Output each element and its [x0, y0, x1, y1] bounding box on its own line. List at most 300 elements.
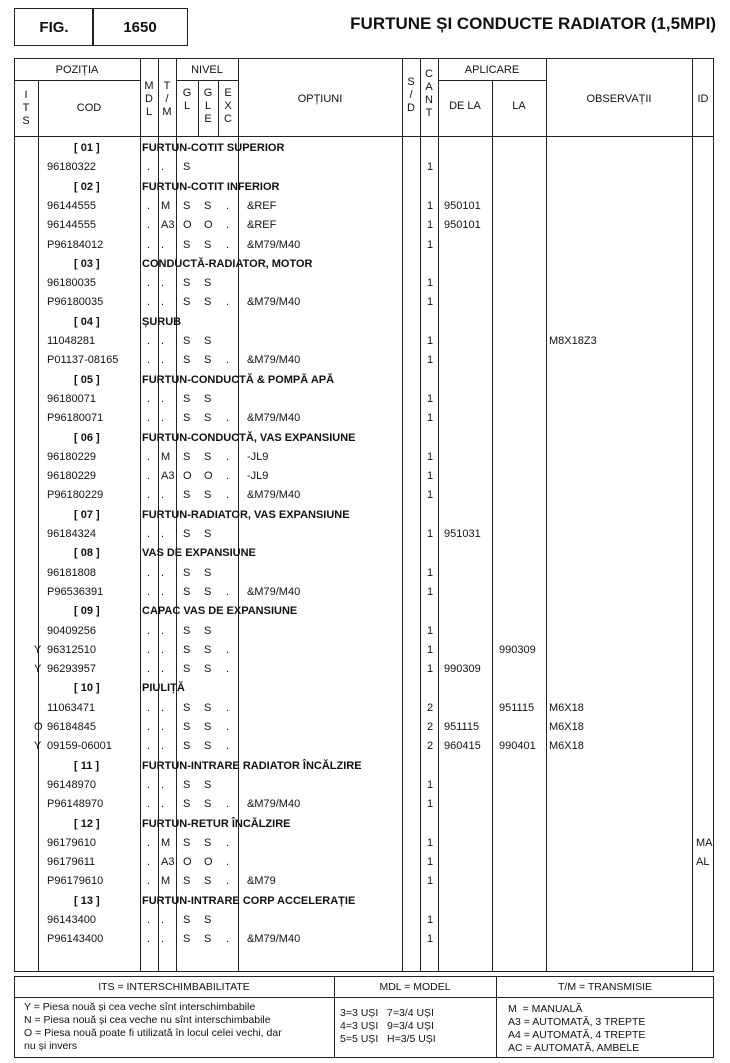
- row-cod: 96148970: [47, 778, 96, 791]
- group-row: [14, 506, 714, 525]
- row-exc: .: [226, 199, 230, 212]
- row-cod: 96180229: [47, 450, 96, 463]
- row-tm: .: [161, 914, 165, 926]
- row-cant: 1: [427, 199, 434, 212]
- row-from: 990309: [444, 663, 481, 676]
- row-cant: 1: [427, 335, 434, 347]
- header-optiuni: OPȚIUNI: [297, 93, 343, 105]
- row-cod: P96179610: [47, 875, 104, 888]
- row-mdl: .: [147, 277, 151, 290]
- row-tm: M: [161, 450, 171, 463]
- header-cod: COD: [76, 102, 102, 114]
- legend-mdl-line: 3=3 UȘI 7=3/4 UȘI: [340, 1007, 434, 1019]
- row-gle: S: [204, 643, 212, 656]
- row-mdl: .: [147, 875, 151, 888]
- row-mdl: .: [147, 933, 151, 946]
- header-cant: C A N T: [425, 68, 433, 119]
- row-cant: 2: [427, 701, 434, 714]
- row-cod: P96536391: [47, 585, 104, 598]
- row-option: &M79/M40: [247, 412, 301, 425]
- row-tm: .: [161, 354, 165, 367]
- fig-label-box: [14, 8, 94, 46]
- part-row: [14, 486, 714, 505]
- row-gl: O: [183, 219, 192, 232]
- header-gl: G L: [182, 87, 192, 112]
- group-name: FURTUN-RETUR ÎNCĂLZIRE: [142, 817, 291, 830]
- row-exc: .: [226, 238, 230, 251]
- row-cod: 96312510: [47, 643, 96, 656]
- row-gl: S: [183, 933, 191, 946]
- row-mdl: .: [147, 489, 151, 502]
- row-gle: S: [204, 277, 212, 290]
- row-gl: S: [183, 643, 191, 656]
- row-option: &M79/M40: [247, 933, 301, 946]
- header-exc: E X C: [224, 87, 232, 125]
- row-gle: S: [204, 199, 212, 212]
- row-cant: 1: [427, 219, 434, 232]
- header-dela: DE LA: [449, 100, 481, 112]
- group-row: [14, 429, 714, 448]
- legend-tm-line: AC = AUTOMATĂ, AMBELE: [508, 1042, 640, 1054]
- part-row: [14, 622, 714, 641]
- part-row: [14, 274, 714, 293]
- part-row: [14, 216, 714, 235]
- row-its: Y: [34, 643, 42, 656]
- row-cod: 09159-06001: [47, 740, 112, 753]
- header-la: LA: [512, 100, 526, 112]
- row-gle: S: [204, 354, 212, 367]
- row-tm: .: [161, 624, 165, 637]
- row-gl: S: [183, 914, 191, 926]
- row-tm: .: [161, 566, 165, 579]
- group-position: [ 03 ]: [74, 257, 100, 270]
- part-row: [14, 853, 714, 872]
- group-position: [ 07 ]: [74, 508, 100, 521]
- part-row: [14, 776, 714, 795]
- row-tm: .: [161, 663, 165, 676]
- row-mdl: .: [147, 335, 151, 347]
- row-exc: .: [226, 740, 230, 753]
- row-gl: S: [183, 528, 191, 540]
- group-name: FURTUN-INTRARE CORP ACCELERAȚIE: [142, 894, 356, 907]
- row-cant: 1: [427, 856, 434, 869]
- row-cant: 1: [427, 624, 434, 637]
- row-gle: S: [204, 778, 212, 791]
- row-cant: 1: [427, 277, 434, 290]
- row-cant: 1: [427, 798, 434, 811]
- row-exc: .: [226, 450, 230, 463]
- row-cod: P96184012: [47, 238, 104, 251]
- part-row: [14, 737, 714, 756]
- row-cant: 1: [427, 412, 434, 425]
- row-gl: S: [183, 335, 191, 347]
- row-gle: O: [204, 856, 213, 869]
- row-gle: S: [204, 528, 212, 540]
- row-from: 950101: [444, 219, 481, 232]
- legend-tm-line: M = MANUALĂ: [508, 1003, 583, 1015]
- row-gle: S: [204, 701, 212, 714]
- row-mdl: .: [147, 450, 151, 463]
- row-cant: 1: [427, 663, 434, 676]
- row-mdl: .: [147, 392, 151, 405]
- row-exc: .: [226, 296, 230, 309]
- row-cod: 96144555: [47, 199, 96, 212]
- row-exc: .: [226, 856, 230, 869]
- row-mdl: .: [147, 856, 151, 869]
- row-tm: .: [161, 489, 165, 502]
- row-option: &M79/M40: [247, 585, 301, 598]
- row-cant: 2: [427, 721, 434, 733]
- group-row: [14, 139, 714, 158]
- part-row: [14, 699, 714, 718]
- legend-its-line: nu și invers: [24, 1040, 78, 1052]
- row-mdl: .: [147, 914, 151, 926]
- group-name: PIULIȚĂ: [142, 682, 185, 695]
- row-tm: .: [161, 721, 165, 733]
- row-gl: S: [183, 624, 191, 637]
- row-exc: .: [226, 354, 230, 367]
- row-exc: .: [226, 875, 230, 888]
- row-tm: .: [161, 412, 165, 425]
- row-cant: 1: [427, 392, 434, 405]
- row-cant: 1: [427, 489, 434, 502]
- row-cod: P96180035: [47, 296, 104, 309]
- row-cant: 1: [427, 778, 434, 791]
- group-position: [ 10 ]: [74, 682, 100, 695]
- group-position: [ 11 ]: [74, 759, 100, 772]
- row-exc: .: [226, 836, 230, 849]
- row-tm: M: [161, 836, 171, 849]
- row-option: &M79/M40: [247, 354, 301, 367]
- row-cod: 96179611: [47, 856, 96, 869]
- row-its: Y: [34, 663, 42, 676]
- row-tm: .: [161, 335, 165, 347]
- header-pozitia: POZIȚIA: [55, 64, 99, 76]
- legend-its-line: N = Piesa nouă și cea veche nu sînt interschimbabile: [24, 1014, 271, 1026]
- row-gl: S: [183, 836, 191, 849]
- row-to: 951115: [499, 701, 535, 714]
- fig-number: 1650: [123, 19, 157, 36]
- row-tm: .: [161, 643, 165, 656]
- part-row: [14, 930, 714, 949]
- row-id: MA: [696, 836, 713, 849]
- row-cod: 96144555: [47, 219, 96, 232]
- row-tm: M: [161, 199, 171, 212]
- header-bottom-rule: [14, 136, 714, 137]
- group-name: FURTUN-CONDUCTĂ & POMPĂ APĂ: [142, 373, 335, 386]
- row-cant: 1: [427, 161, 434, 174]
- row-mdl: .: [147, 585, 151, 598]
- row-cod: 96179610: [47, 836, 96, 849]
- group-row: [14, 892, 714, 911]
- header-nivel: NIVEL: [191, 64, 223, 76]
- header-mdl: M D L: [144, 80, 154, 118]
- row-mdl: .: [147, 643, 151, 656]
- row-to: 990401: [499, 740, 536, 753]
- row-exc: .: [226, 585, 230, 598]
- row-cant: 1: [427, 528, 434, 540]
- row-cod: 90409256: [47, 624, 96, 637]
- row-cod: 96143400: [47, 914, 96, 926]
- row-gle: S: [204, 392, 212, 405]
- row-cant: 1: [427, 914, 434, 926]
- row-cod: 11048281: [47, 335, 96, 347]
- row-observation: M6X18: [549, 740, 584, 753]
- group-position: [ 02 ]: [74, 180, 100, 193]
- row-mdl: .: [147, 219, 151, 232]
- row-cod: 96184845: [47, 721, 96, 733]
- row-gl: S: [183, 778, 191, 791]
- group-position: [ 01 ]: [74, 142, 100, 154]
- row-exc: .: [226, 489, 230, 502]
- row-exc: .: [226, 470, 230, 483]
- row-tm: .: [161, 161, 165, 174]
- row-gl: S: [183, 798, 191, 811]
- row-gl: S: [183, 296, 191, 309]
- row-tm: A3: [161, 470, 175, 483]
- part-row: [14, 409, 714, 428]
- group-name: ȘURUB: [142, 315, 182, 328]
- row-observation: M8X18Z3: [549, 335, 597, 347]
- row-id: AL: [696, 856, 710, 869]
- group-row: [14, 313, 714, 332]
- row-cod: P96180229: [47, 489, 104, 502]
- part-row: [14, 525, 714, 544]
- part-row: [14, 795, 714, 814]
- row-tm: A3: [161, 856, 175, 869]
- header-id: ID: [697, 93, 709, 105]
- legend-tm-line: A4 = AUTOMATĂ, 4 TREPTE: [508, 1029, 646, 1041]
- row-cant: 1: [427, 643, 434, 656]
- group-name: FURTUN-COTIT INFERIOR: [142, 180, 280, 193]
- row-cant: 2: [427, 740, 434, 753]
- group-position: [ 13 ]: [74, 894, 100, 907]
- row-observation: M6X18: [549, 701, 584, 714]
- row-cant: 1: [427, 354, 434, 367]
- row-exc: .: [226, 933, 230, 946]
- row-tm: .: [161, 701, 165, 714]
- row-gle: O: [204, 219, 213, 232]
- part-row: [14, 718, 714, 737]
- row-option: &M79/M40: [247, 798, 301, 811]
- row-gle: S: [204, 836, 212, 849]
- row-tm: .: [161, 778, 165, 791]
- group-position: [ 06 ]: [74, 431, 100, 444]
- group-row: [14, 178, 714, 197]
- row-exc: .: [226, 412, 230, 425]
- row-gle: S: [204, 875, 212, 888]
- page-title: FURTUNE ȘI CONDUCTE RADIATOR (1,5MPI): [350, 14, 716, 33]
- row-cod: 96180035: [47, 277, 96, 290]
- row-gle: S: [204, 585, 212, 598]
- row-option: -JL9: [247, 450, 269, 463]
- row-gl: S: [183, 875, 191, 888]
- row-tm: .: [161, 933, 165, 946]
- row-option: &M79: [247, 875, 276, 888]
- part-row: [14, 564, 714, 583]
- row-mdl: .: [147, 740, 151, 753]
- row-gle: S: [204, 663, 212, 676]
- row-cod: P96143400: [47, 933, 104, 946]
- row-tm: M: [161, 875, 171, 888]
- row-cant: 1: [427, 450, 434, 463]
- row-gle: S: [204, 566, 212, 579]
- row-to: 990309: [499, 643, 536, 656]
- row-gle: S: [204, 450, 212, 463]
- row-cod: 96181808: [47, 566, 96, 579]
- row-option: &M79/M40: [247, 489, 301, 502]
- row-cant: 1: [427, 470, 434, 483]
- part-row: [14, 197, 714, 216]
- header-gle: G L E: [203, 87, 213, 125]
- row-gle: S: [204, 721, 212, 733]
- row-cant: 1: [427, 296, 434, 309]
- part-row: [14, 834, 714, 853]
- row-gl: S: [183, 199, 191, 212]
- row-tm: .: [161, 296, 165, 309]
- row-gl: S: [183, 489, 191, 502]
- row-option: &M79/M40: [247, 238, 301, 251]
- header-its: I T S: [22, 89, 30, 127]
- row-from: 950101: [444, 199, 481, 212]
- row-gl: S: [183, 740, 191, 753]
- part-row: [14, 293, 714, 312]
- group-row: [14, 544, 714, 563]
- part-row: [14, 448, 714, 467]
- row-option: -JL9: [247, 470, 269, 483]
- row-tm: .: [161, 585, 165, 598]
- row-observation: M6X18: [549, 721, 584, 733]
- row-cod: P96148970: [47, 798, 104, 811]
- fig-label: FIG.: [39, 19, 69, 36]
- row-mdl: .: [147, 470, 151, 483]
- row-its: O: [34, 721, 43, 733]
- group-name: FURTUN-INTRARE RADIATOR ÎNCĂLZIRE: [142, 759, 362, 772]
- row-option: &REF: [247, 219, 277, 232]
- group-row: [14, 255, 714, 274]
- group-row: [14, 815, 714, 834]
- row-mdl: .: [147, 663, 151, 676]
- row-exc: .: [226, 721, 230, 733]
- row-gle: S: [204, 624, 212, 637]
- row-gl: S: [183, 354, 191, 367]
- row-gl: S: [183, 412, 191, 425]
- row-cant: 1: [427, 238, 434, 251]
- legend-its-line: O = Piesa nouă poate fi utilizată în locul celei vechi, dar: [24, 1027, 282, 1039]
- part-row: [14, 236, 714, 255]
- row-mdl: .: [147, 624, 151, 637]
- row-mdl: .: [147, 798, 151, 811]
- row-gle: S: [204, 238, 212, 251]
- row-gle: S: [204, 798, 212, 811]
- row-mdl: .: [147, 528, 151, 540]
- row-cant: 1: [427, 875, 434, 888]
- row-mdl: .: [147, 199, 151, 212]
- row-gl: S: [183, 701, 191, 714]
- header-sd: S / D: [407, 76, 415, 114]
- row-gle: O: [204, 470, 213, 483]
- group-position: [ 09 ]: [74, 605, 100, 618]
- row-tm: .: [161, 238, 165, 251]
- legend-mdl-title: MDL = MODEL: [379, 981, 451, 993]
- part-row: [14, 872, 714, 891]
- row-cod: 11063471: [47, 701, 96, 714]
- part-row: [14, 351, 714, 370]
- row-gle: S: [204, 740, 212, 753]
- row-from: 951115: [444, 721, 480, 733]
- row-gle: S: [204, 412, 212, 425]
- row-cod: 96180322: [47, 161, 96, 174]
- row-gle: S: [204, 933, 212, 946]
- row-from: 951031: [444, 528, 481, 540]
- row-mdl: .: [147, 238, 151, 251]
- row-gl: S: [183, 566, 191, 579]
- row-option: &M79/M40: [247, 296, 301, 309]
- row-mdl: .: [147, 296, 151, 309]
- row-mdl: .: [147, 701, 151, 714]
- group-row: [14, 602, 714, 621]
- row-exc: .: [226, 219, 230, 232]
- row-mdl: .: [147, 412, 151, 425]
- row-mdl: .: [147, 354, 151, 367]
- row-gl: O: [183, 470, 192, 483]
- row-gl: S: [183, 238, 191, 251]
- row-option: &REF: [247, 199, 277, 212]
- row-cant: 1: [427, 585, 434, 598]
- group-position: [ 12 ]: [74, 817, 100, 830]
- row-gle: S: [204, 296, 212, 309]
- legend-tm-title: T/M = TRANSMISIE: [557, 981, 653, 993]
- row-its: Y: [34, 740, 42, 753]
- part-row: [14, 467, 714, 486]
- legend-tm-line: A3 = AUTOMATĂ, 3 TREPTE: [508, 1016, 646, 1028]
- row-tm: .: [161, 277, 165, 290]
- row-tm: .: [161, 392, 165, 405]
- row-gl: O: [183, 856, 192, 869]
- header-aplicare: APLICARE: [464, 64, 520, 76]
- legend-its-title: ITS = INTERSCHIMBABILITATE: [98, 981, 250, 993]
- row-cant: 1: [427, 566, 434, 579]
- group-name: CAPAC VAS DE EXPANSIUNE: [142, 605, 298, 618]
- group-position: [ 08 ]: [74, 547, 100, 560]
- group-name: FURTUN-RADIATOR, VAS EXPANSIUNE: [142, 508, 350, 521]
- row-mdl: .: [147, 566, 151, 579]
- row-cod: 96184324: [47, 528, 96, 540]
- header-observatii: OBSERVAȚII: [586, 93, 652, 105]
- row-mdl: .: [147, 836, 151, 849]
- part-row: [14, 911, 714, 930]
- row-cant: 1: [427, 836, 434, 849]
- legend-mdl-line: 4=3 UȘI 9=3/4 UȘI: [340, 1020, 434, 1032]
- part-row: [14, 660, 714, 679]
- row-exc: .: [226, 643, 230, 656]
- row-mdl: .: [147, 778, 151, 791]
- row-exc: .: [226, 701, 230, 714]
- row-tm: .: [161, 798, 165, 811]
- fig-number-box: [92, 8, 188, 46]
- row-gle: S: [204, 335, 212, 347]
- row-gle: S: [204, 489, 212, 502]
- row-gl: S: [183, 585, 191, 598]
- row-gl: S: [183, 161, 191, 174]
- row-gl: S: [183, 721, 191, 733]
- row-mdl: .: [147, 161, 151, 174]
- legend-mdl-line: 5=5 UȘI H=3/5 UȘI: [340, 1033, 436, 1045]
- part-row: [14, 332, 714, 351]
- group-row: [14, 371, 714, 390]
- row-exc: .: [226, 798, 230, 811]
- row-cod: 96180071: [47, 392, 96, 405]
